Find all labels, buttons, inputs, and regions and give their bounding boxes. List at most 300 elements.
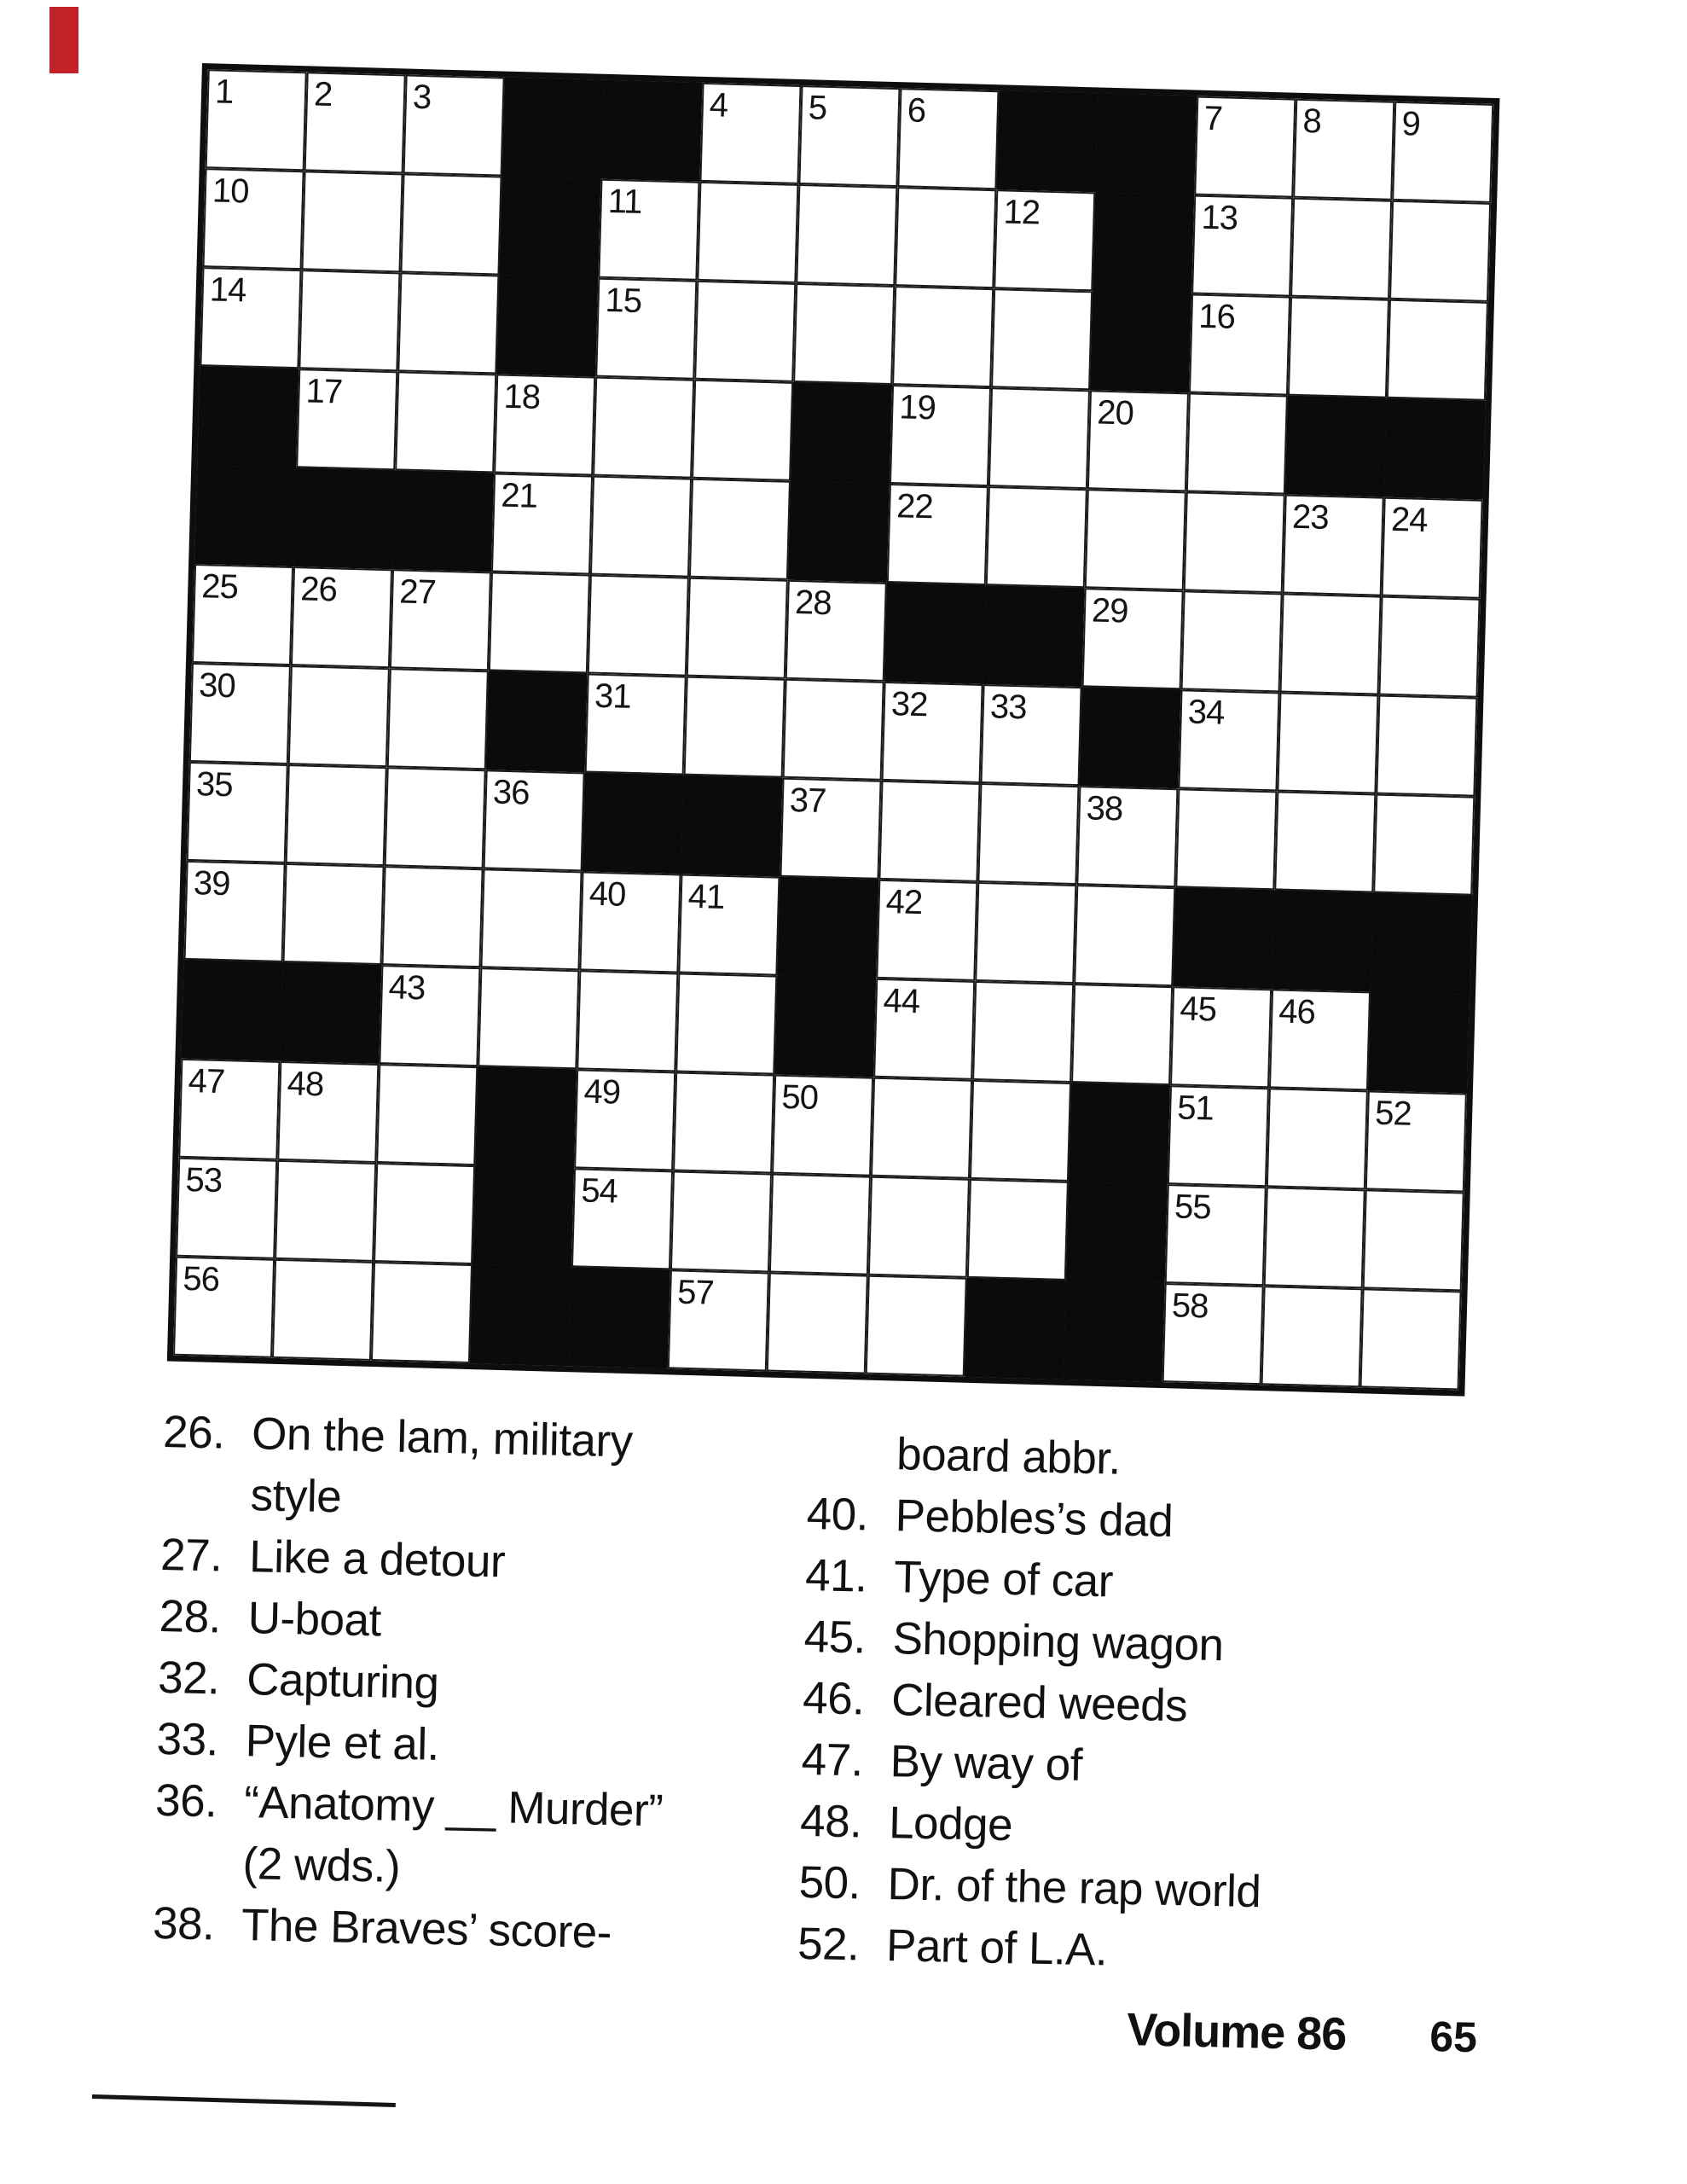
grid-cell-black — [1272, 890, 1373, 991]
grid-cell[interactable] — [798, 85, 900, 187]
clue-text: Capturing — [246, 1654, 440, 1709]
grid-cell[interactable] — [988, 387, 1090, 489]
cell-number: 16 — [1197, 297, 1236, 336]
clue-text: Shopping wagon — [892, 1613, 1225, 1671]
grid-cell[interactable] — [767, 1273, 868, 1374]
grid-cell-black — [583, 772, 684, 874]
grid-cell-black — [983, 585, 1085, 687]
clue-first-line — [806, 1484, 1269, 1554]
grid-cell[interactable] — [793, 283, 895, 385]
cell-number: 20 — [1096, 393, 1134, 433]
grid-cell[interactable] — [184, 861, 286, 962]
cell-number: 33 — [989, 688, 1028, 727]
grid-cell[interactable] — [1191, 195, 1293, 297]
grid-cell[interactable] — [588, 575, 689, 677]
cell-number: 26 — [299, 570, 338, 609]
clue-number: 33. — [156, 1713, 219, 1766]
grid-cell[interactable] — [371, 1262, 472, 1363]
cell-number: 45 — [1179, 990, 1217, 1029]
cell-number: 32 — [890, 685, 929, 724]
clue-text: “Anatomy __ Murder” — [243, 1777, 664, 1837]
grid-cell[interactable] — [585, 673, 687, 775]
grid-cell[interactable] — [275, 1160, 376, 1262]
grid-cell[interactable] — [1378, 596, 1480, 698]
cell-number: 4 — [709, 86, 728, 125]
clue-first-line — [159, 1525, 669, 1596]
grid-cell[interactable] — [1071, 984, 1173, 1085]
clue-text: Dr. of the rap world — [887, 1859, 1261, 1918]
clue-number: 26. — [162, 1406, 226, 1459]
grid-cell-black — [1095, 93, 1197, 195]
grid-cell[interactable] — [1165, 1184, 1267, 1286]
clue-first-line — [801, 1729, 1264, 1800]
grid-cell[interactable] — [403, 74, 505, 176]
grid-cell[interactable] — [780, 778, 881, 880]
red-margin-mark — [49, 7, 78, 73]
grid-cell[interactable] — [1189, 293, 1290, 395]
grid-cell[interactable] — [1363, 1189, 1464, 1291]
grid-cell-black — [197, 366, 299, 468]
grid-cell-black — [681, 775, 782, 877]
grid-cell[interactable] — [283, 863, 385, 965]
cell-number: 22 — [896, 487, 934, 526]
cell-number: 28 — [794, 584, 832, 623]
grid-cell[interactable] — [484, 770, 585, 871]
cell-number: 37 — [789, 781, 826, 821]
grid-cell[interactable] — [994, 189, 1095, 291]
grid-cell[interactable] — [895, 187, 996, 288]
grid-cell[interactable] — [1382, 497, 1483, 599]
grid-cell[interactable] — [390, 569, 491, 671]
clue — [152, 1893, 661, 1965]
clue-number: 46. — [802, 1672, 866, 1725]
cell-number: 46 — [1278, 992, 1316, 1031]
clue — [156, 1709, 665, 1780]
crossword-grid — [167, 63, 1500, 1397]
clue-number: 38. — [152, 1897, 215, 1950]
clue — [804, 1545, 1267, 1616]
grid-cell[interactable] — [668, 1269, 769, 1371]
clue-number: 27. — [159, 1529, 223, 1582]
grid-cell[interactable] — [670, 1170, 772, 1272]
clue — [797, 1914, 1260, 1984]
grid-cell[interactable] — [892, 286, 994, 387]
cell-number: 58 — [1171, 1287, 1209, 1326]
grid-cell[interactable] — [975, 882, 1076, 984]
grid-cell[interactable] — [491, 473, 593, 574]
cell-number: 36 — [492, 773, 530, 812]
grid-cell-black — [1066, 1182, 1168, 1283]
grid-cell[interactable] — [595, 278, 697, 380]
clues-right-column — [797, 1422, 1270, 1984]
cell-number: 5 — [808, 89, 827, 127]
clue-text: Type of car — [893, 1552, 1114, 1607]
grid-cell[interactable] — [1261, 1286, 1363, 1387]
cell-number: 44 — [882, 982, 920, 1021]
grid-cell[interactable] — [868, 1176, 970, 1278]
cell-number: 40 — [588, 874, 626, 914]
grid-cell[interactable] — [206, 69, 307, 171]
clue-first-line — [154, 1770, 664, 1842]
cell-number: 11 — [607, 182, 642, 221]
grid-cell[interactable] — [296, 369, 397, 470]
cell-number: 24 — [1390, 500, 1429, 540]
clue-number: 36. — [154, 1774, 217, 1827]
grid-cell-black — [1285, 396, 1387, 497]
clue-text: By way of — [890, 1736, 1083, 1791]
clue-text: Cleared weeds — [890, 1675, 1188, 1732]
clue-text: Like a detour — [248, 1531, 506, 1588]
grid-cell-black — [502, 78, 604, 179]
grid-cell[interactable] — [387, 668, 489, 770]
bottom-rule-line — [92, 2094, 396, 2107]
grid-cell[interactable] — [887, 484, 988, 585]
cell-number: 57 — [676, 1273, 715, 1312]
clue-first-line — [799, 1791, 1262, 1862]
grid-cell[interactable] — [694, 281, 796, 382]
cell-number: 21 — [500, 476, 538, 515]
grid-cell-black — [392, 470, 494, 572]
clue-number: 47. — [801, 1734, 864, 1786]
grid-cell-black — [496, 276, 598, 377]
grid-cell-black — [884, 583, 986, 684]
clue — [161, 1402, 671, 1535]
clue-text: Pyle et al. — [245, 1716, 440, 1770]
clue-number: 52. — [797, 1918, 860, 1971]
cell-number: 2 — [313, 75, 333, 114]
cell-number: 50 — [780, 1077, 819, 1117]
cell-number: 29 — [1091, 591, 1129, 630]
grid-cell-black — [280, 962, 381, 1064]
clue-text: Part of L.A. — [885, 1920, 1108, 1976]
grid-cell[interactable] — [977, 783, 1079, 885]
grid-cell[interactable] — [1274, 791, 1376, 892]
clue-number: 48. — [799, 1795, 862, 1848]
clue-first-line — [159, 1586, 668, 1658]
grid-cell[interactable] — [400, 173, 501, 275]
grid-cell[interactable] — [374, 1163, 475, 1264]
grid-cell[interactable] — [598, 179, 699, 281]
grid-cell[interactable] — [286, 764, 387, 866]
clue-number: 50. — [798, 1856, 861, 1909]
clue-first-line — [798, 1852, 1261, 1923]
grid-cell[interactable] — [897, 88, 999, 189]
grid-cell[interactable] — [1277, 692, 1378, 793]
grid-cell-black — [777, 877, 878, 979]
grid-cell-black — [293, 468, 395, 569]
grid-cell[interactable] — [1264, 1187, 1365, 1288]
clue-number — [808, 1467, 896, 1469]
volume-label: Volume 86 — [1126, 2003, 1348, 2060]
cell-number: 3 — [412, 78, 432, 117]
grid-cell-black — [486, 671, 588, 772]
grid-cell[interactable] — [187, 762, 288, 863]
cell-number: 48 — [287, 1065, 324, 1104]
cell-number: 30 — [198, 666, 236, 706]
grid-cell[interactable] — [397, 272, 499, 374]
grid-cell[interactable] — [890, 385, 991, 486]
clue-continuation-line: style — [250, 1470, 342, 1523]
cell-number: 10 — [212, 171, 250, 211]
cell-number: 42 — [885, 883, 923, 922]
clue-text: Lodge — [888, 1798, 1013, 1851]
clue — [157, 1647, 666, 1719]
clue-first-line — [804, 1545, 1267, 1616]
grid-cell[interactable] — [783, 679, 884, 781]
grid-cell[interactable] — [480, 868, 582, 970]
grid-cell[interactable] — [689, 479, 791, 580]
cell-number: 49 — [583, 1072, 621, 1112]
grid-cell-black — [788, 481, 890, 583]
grid-cell[interactable] — [1184, 491, 1285, 593]
grid-cell[interactable] — [684, 677, 786, 778]
grid-cell[interactable] — [489, 572, 590, 673]
grid-cell[interactable] — [1162, 1283, 1264, 1385]
clue-first-line — [157, 1647, 666, 1719]
grid-cell[interactable] — [272, 1259, 374, 1361]
grid-cell-black — [499, 177, 600, 278]
grid-cell[interactable] — [1194, 96, 1296, 198]
grid-cell[interactable] — [173, 1257, 275, 1358]
clue-first-line — [156, 1709, 665, 1780]
grid-cell[interactable] — [1392, 102, 1493, 203]
grid-cell-black — [1079, 687, 1180, 788]
cell-number: 13 — [1200, 198, 1238, 237]
grid-cell[interactable] — [571, 1168, 673, 1269]
grid-cell[interactable] — [871, 1077, 972, 1179]
grid-cell-black — [601, 80, 703, 182]
grid-cell[interactable] — [1087, 390, 1189, 491]
clue-text: board abbr. — [896, 1429, 1122, 1484]
grid-cell-black — [996, 90, 1098, 192]
cell-number: 17 — [305, 372, 343, 411]
grid-cell-black — [1384, 398, 1486, 500]
grid-cell[interactable] — [1170, 986, 1272, 1088]
grid-cell[interactable] — [277, 1061, 379, 1163]
cell-number: 55 — [1174, 1188, 1212, 1227]
cell-number: 54 — [580, 1171, 618, 1211]
clue-continuation-line: (2 wds.) — [242, 1838, 401, 1892]
cell-number: 23 — [1291, 497, 1330, 537]
clue — [799, 1791, 1262, 1862]
grid-cell[interactable] — [301, 171, 403, 272]
grid-cell[interactable] — [873, 979, 975, 1080]
cell-number: 27 — [398, 572, 437, 612]
page-number-label: 65 — [1429, 2012, 1478, 2062]
grid-cell[interactable] — [1178, 689, 1279, 791]
cell-number: 6 — [907, 91, 926, 130]
cell-number: 31 — [594, 677, 632, 716]
clue-text: U-boat — [247, 1593, 382, 1647]
cell-number: 9 — [1400, 105, 1421, 143]
grid-cell[interactable] — [697, 182, 798, 283]
grid-cell[interactable] — [1290, 198, 1392, 299]
clue — [801, 1729, 1264, 1800]
grid-cell[interactable] — [1389, 200, 1491, 302]
grid-cell[interactable] — [379, 965, 480, 1066]
grid-cell[interactable] — [574, 1069, 675, 1170]
grid-cell-black — [1090, 291, 1191, 392]
grid-cell[interactable] — [981, 684, 1082, 786]
grid-cell-black — [181, 960, 282, 1061]
grid-cell-black — [1093, 192, 1194, 293]
grid-cell-black — [965, 1278, 1066, 1380]
clue — [154, 1770, 664, 1903]
clue-number: 28. — [159, 1590, 222, 1643]
grid-cell[interactable] — [972, 981, 1074, 1083]
grid-cell[interactable] — [1175, 788, 1277, 890]
clue-first-line — [152, 1893, 661, 1965]
cell-number: 35 — [195, 765, 234, 804]
grid-cell-black — [472, 1165, 574, 1267]
grid-cell[interactable] — [385, 767, 486, 868]
cell-number: 14 — [209, 270, 246, 310]
grid-cell[interactable] — [200, 267, 301, 369]
cell-number: 43 — [388, 968, 426, 1008]
clue — [159, 1586, 668, 1658]
grid-cell[interactable] — [593, 377, 694, 479]
clue-text: The Braves’ score- — [241, 1900, 612, 1959]
grid-cell-black — [470, 1264, 571, 1366]
clue-number: 40. — [806, 1488, 869, 1541]
grid-cell[interactable] — [1288, 297, 1389, 398]
clue-number: 32. — [157, 1652, 221, 1705]
grid-cell[interactable] — [1076, 786, 1178, 887]
grid-cell[interactable] — [395, 371, 496, 473]
cell-number: 41 — [687, 877, 725, 916]
clue — [803, 1606, 1267, 1677]
grid-cell-black — [1371, 892, 1472, 994]
grid-cell-black — [194, 465, 296, 566]
grid-cell[interactable] — [1365, 1090, 1467, 1192]
grid-cell[interactable] — [1267, 1088, 1368, 1189]
cell-number: 39 — [193, 864, 231, 903]
grid-cell[interactable] — [967, 1179, 1069, 1281]
grid-cell[interactable] — [1373, 794, 1475, 896]
grid-cell[interactable] — [579, 871, 681, 973]
clue-first-line — [807, 1422, 1270, 1493]
cell-number: 38 — [1086, 789, 1123, 828]
cell-number: 7 — [1203, 99, 1223, 138]
grid-cell-black — [1173, 887, 1274, 989]
cell-number: 12 — [1003, 193, 1041, 232]
cell-number: 51 — [1176, 1089, 1215, 1128]
grid-cell[interactable] — [673, 1072, 774, 1173]
grid-cell[interactable] — [1085, 489, 1186, 590]
grid-cell[interactable] — [772, 1075, 873, 1176]
clue-text: Pebbles’s dad — [895, 1490, 1174, 1547]
grid-cell[interactable] — [1283, 495, 1384, 596]
grid-cell[interactable] — [192, 564, 293, 665]
cell-number: 56 — [182, 1259, 220, 1299]
grid-cell[interactable] — [1376, 695, 1477, 797]
cell-number: 52 — [1374, 1094, 1412, 1133]
clues-left-column — [152, 1402, 671, 1965]
cell-number: 8 — [1302, 102, 1322, 141]
grid-cell-black — [1064, 1281, 1165, 1382]
grid-cell[interactable] — [304, 72, 406, 173]
clue-first-line — [803, 1606, 1267, 1677]
cell-number: 1 — [214, 73, 234, 111]
grid-cell[interactable] — [577, 970, 678, 1072]
grid-cell[interactable] — [189, 663, 291, 764]
grid-cell[interactable] — [786, 580, 887, 682]
grid-cell[interactable] — [882, 682, 983, 783]
grid-cell[interactable] — [699, 83, 801, 184]
grid-cell[interactable] — [796, 184, 897, 286]
grid-cell[interactable] — [590, 476, 692, 578]
grid-cell[interactable] — [678, 874, 780, 976]
grid-cell[interactable] — [1082, 588, 1184, 689]
grid-cell[interactable] — [1074, 885, 1175, 986]
grid-cell[interactable] — [876, 880, 977, 981]
grid-cell[interactable] — [692, 380, 793, 481]
grid-cell-black — [1069, 1083, 1170, 1184]
grid-cell[interactable] — [675, 973, 777, 1074]
clue — [159, 1525, 669, 1596]
clue-first-line — [797, 1914, 1260, 1984]
clue-first-line — [162, 1402, 671, 1473]
grid-cell[interactable] — [866, 1275, 967, 1377]
clue — [806, 1484, 1269, 1554]
grid-cell[interactable] — [376, 1064, 478, 1165]
grid-cell[interactable] — [381, 866, 483, 967]
grid-cell[interactable] — [494, 374, 595, 475]
cell-number: 34 — [1187, 693, 1225, 732]
grid-cell[interactable] — [288, 665, 390, 767]
cell-number: 18 — [502, 377, 541, 416]
grid-cell-black — [774, 976, 876, 1077]
grid-cell[interactable] — [178, 1059, 280, 1160]
grid-cell[interactable] — [1280, 593, 1382, 694]
clue-number: 45. — [803, 1611, 867, 1664]
grid-cell[interactable] — [687, 578, 788, 679]
grid-cell[interactable] — [203, 168, 304, 270]
grid-cell[interactable] — [1168, 1085, 1269, 1187]
grid-cell[interactable] — [176, 1158, 277, 1259]
grid-cell[interactable] — [291, 566, 392, 668]
grid-cell[interactable] — [1360, 1288, 1462, 1390]
clue — [807, 1422, 1270, 1493]
grid-cell-black — [475, 1066, 577, 1168]
cell-number: 47 — [188, 1062, 225, 1101]
cell-number: 19 — [898, 388, 936, 427]
grid-cell[interactable] — [878, 781, 980, 882]
clue-number: 41. — [804, 1549, 868, 1602]
grid-cell-black — [569, 1267, 670, 1368]
grid-cell[interactable] — [299, 270, 400, 371]
cell-number: 25 — [200, 567, 239, 607]
grid-cell[interactable] — [1181, 590, 1283, 692]
clue — [802, 1668, 1265, 1739]
cell-number: 53 — [184, 1160, 223, 1200]
grid-cell[interactable] — [1269, 989, 1371, 1090]
clue-first-line — [802, 1668, 1265, 1739]
grid-cell-black — [1368, 991, 1470, 1093]
cell-number: 15 — [605, 281, 642, 321]
grid-cell[interactable] — [478, 967, 579, 1069]
grid-cell[interactable] — [1387, 299, 1488, 401]
grid-cell-black — [791, 382, 892, 484]
grid-cell[interactable] — [986, 486, 1087, 588]
grid-cell[interactable] — [970, 1080, 1071, 1182]
clue — [798, 1852, 1261, 1923]
clue-text: On the lam, military — [251, 1409, 634, 1467]
grid-cell[interactable] — [991, 288, 1093, 390]
grid-cell[interactable] — [1186, 392, 1288, 494]
grid-cell[interactable] — [1293, 99, 1394, 200]
grid-cell[interactable] — [769, 1174, 871, 1275]
